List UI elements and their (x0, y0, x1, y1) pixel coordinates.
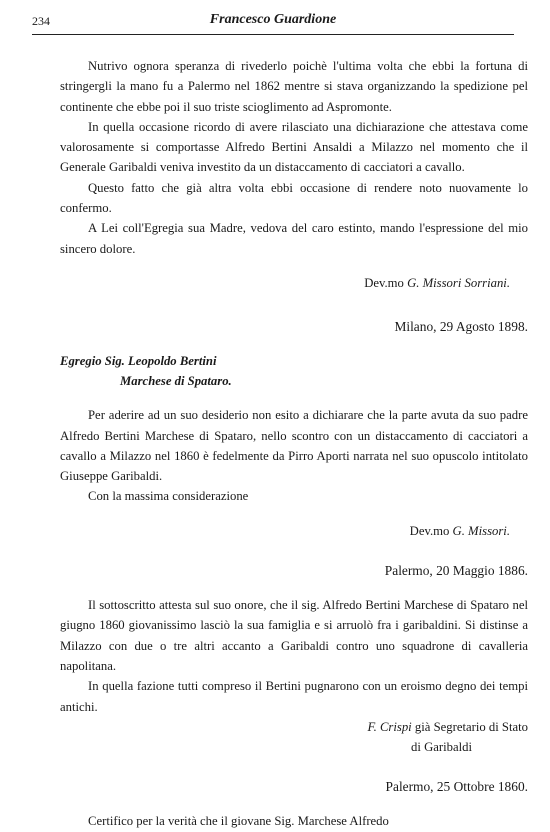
letter2-date: Milano, 29 Agosto 1898. (394, 319, 528, 335)
letter4-paragraph-1: Certifico per la verità che il giovane Sig. Marchese Alfredo (88, 814, 389, 829)
letter1-paragraph-1: Nutrivo ognora speranza di rivederlo poichè l'ultima volta che ebbi la fortuna di stringergli la mano fu a Palermo nel 1862 mentre si stava organizzando la spedizione pel continente che ebbe poi il suo triste scioglimento ad Aspromonte. (60, 59, 528, 114)
letter3-signature-title: già Segretario di Stato (414, 719, 528, 734)
page-number: 234 (32, 14, 50, 28)
letter1-paragraph-4: A Lei coll'Egregia sua Madre, vedova del caro estinto, mando l'espressione del mio sincero dolore. (60, 221, 528, 256)
letter2-signature (60, 521, 528, 541)
letter2-paragraph-2: Con la massima considerazione (88, 489, 249, 504)
letter1-paragraph-2: In quella occasione ricordo di avere rilasciato una dichiarazione che attestava come valorosamente si comportasse Alfredo Bertini Ansaldi a Milazzo nel momento che il Generale Garibaldi veniva investito da un distaccamento di cacciatori a cavallo. (60, 119, 528, 175)
letter2-paragraph-1: Per aderire ad un suo desiderio non esito a dichiarare che la parte avuta da suo padre Alfredo Bertini Marchese di Spataro, nello scontro con un distaccamento di cacciatori a cavallo a Milazzo nel 1860 è fedelmente da Pirro Aporti narrata nel suo opuscolo intitolato Giuseppe Garibaldi. (60, 408, 528, 484)
letter1-signature-name: G. Missori Sorriani. (407, 275, 510, 290)
letter3-signature (60, 717, 528, 737)
page-body (60, 56, 528, 832)
running-title: Francesco Guardione (209, 12, 337, 27)
page-header (32, 12, 514, 35)
letter2-salutation-line-1: Egregio Sig. Leopoldo Bertini (60, 354, 217, 369)
letter4-date: Palermo, 25 Ottobre 1860. (385, 779, 528, 795)
letter1-signature-prefix: Dev.mo (364, 275, 404, 290)
letter3-paragraph-2: In quella fazione tutti compreso il Bertini pugnarono con un eroismo degno dei tempi antichi. (60, 679, 528, 714)
letter2-signature-name: G. Missori. (452, 523, 510, 538)
letter1-paragraph-3: Questo fatto che già altra volta ebbi occasione di rendere noto nuovamente lo confermo. (60, 180, 528, 216)
letter1-signature (60, 273, 528, 293)
letter3-date: Palermo, 20 Maggio 1886. (384, 563, 528, 579)
letter2-signature-prefix: Dev.mo (409, 523, 450, 538)
letter3-paragraph-1: Il sottoscritto attesta sul suo onore, che il sig. Alfredo Bertini Marchese di Spataro nel giugno 1860 giovanissimo lasciò la sua famiglia e si arruolò fra i garibaldini. Si distinse a Milazzo con due o tre altri accanto a Garibaldi contro uno squadrone di cavalleria napolitana. (60, 598, 528, 673)
letter3-signature-line-2: di Garibaldi (411, 740, 472, 755)
letter2-salutation-line-2: Marchese di Spataro. (120, 374, 232, 389)
letter3-signature-name: F. Crispi (367, 719, 412, 734)
